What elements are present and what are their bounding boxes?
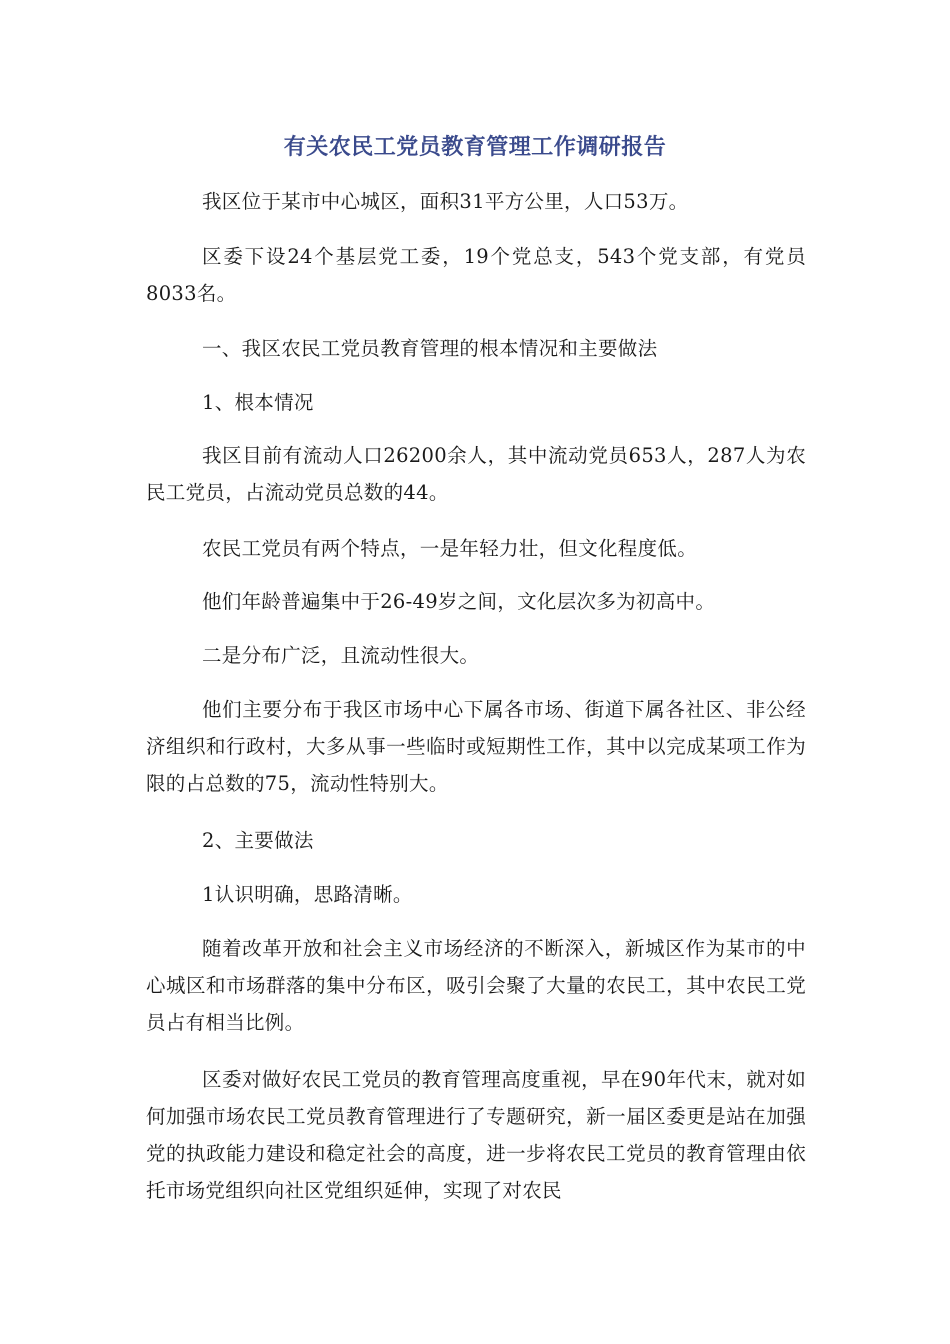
- subsection-heading-methods: 2、主要做法: [202, 829, 314, 852]
- paragraph-reform: 随着改革开放和社会主义市场经济的不断深入，新城区作为某市的中心城区和市场群落的集中分布区，吸引会聚了大量的农民工，其中农民工党员占有相当比例。: [146, 937, 806, 1034]
- paragraph-committee: 区委对做好农民工党员的教育管理高度重视，早在90年代末，就对如何加强市场农民工党员教育管理进行了专题研究，新一届区委更是站在加强党的执政能力建设和稳定社会的高度，进一步将农民工党员的教育管理由依托市场党组织向社区党组织延伸，实现了对农民: [146, 1068, 806, 1202]
- paragraph-feature-2: 二是分布广泛，且流动性很大。: [202, 644, 480, 667]
- paragraph-distribution: 他们主要分布于我区市场中心下属各市场、街道下属各社区、非公经济组织和行政村，大多从事一些临时或短期性工作，其中以完成某项工作为限的占总数的75，流动性特别大。: [146, 698, 806, 795]
- paragraph-age: 他们年龄普遍集中于26-49岁之间，文化层次多为初高中。: [202, 590, 716, 613]
- paragraph-population: 我区目前有流动人口26200余人，其中流动党员653人，287人为农民工党员，占流动党员总数的44。: [146, 444, 806, 504]
- document-title: 有关农民工党员教育管理工作调研报告: [283, 135, 667, 160]
- subsection-heading-basic: 1、根本情况: [202, 391, 314, 414]
- paragraph-feature-1: 农民工党员有两个特点，一是年轻力壮，但文化程度低。: [202, 537, 698, 560]
- paragraph-organization: 区委下设24个基层党工委，19个党总支，543个党支部，有党员8033名。: [146, 245, 806, 305]
- paragraph-location: 我区位于某市中心城区，面积31平方公里，人口53万。: [202, 190, 689, 213]
- method-heading-1: 1认识明确，思路清晰。: [202, 883, 413, 906]
- section-heading-1: 一、我区农民工党员教育管理的根本情况和主要做法: [202, 337, 658, 360]
